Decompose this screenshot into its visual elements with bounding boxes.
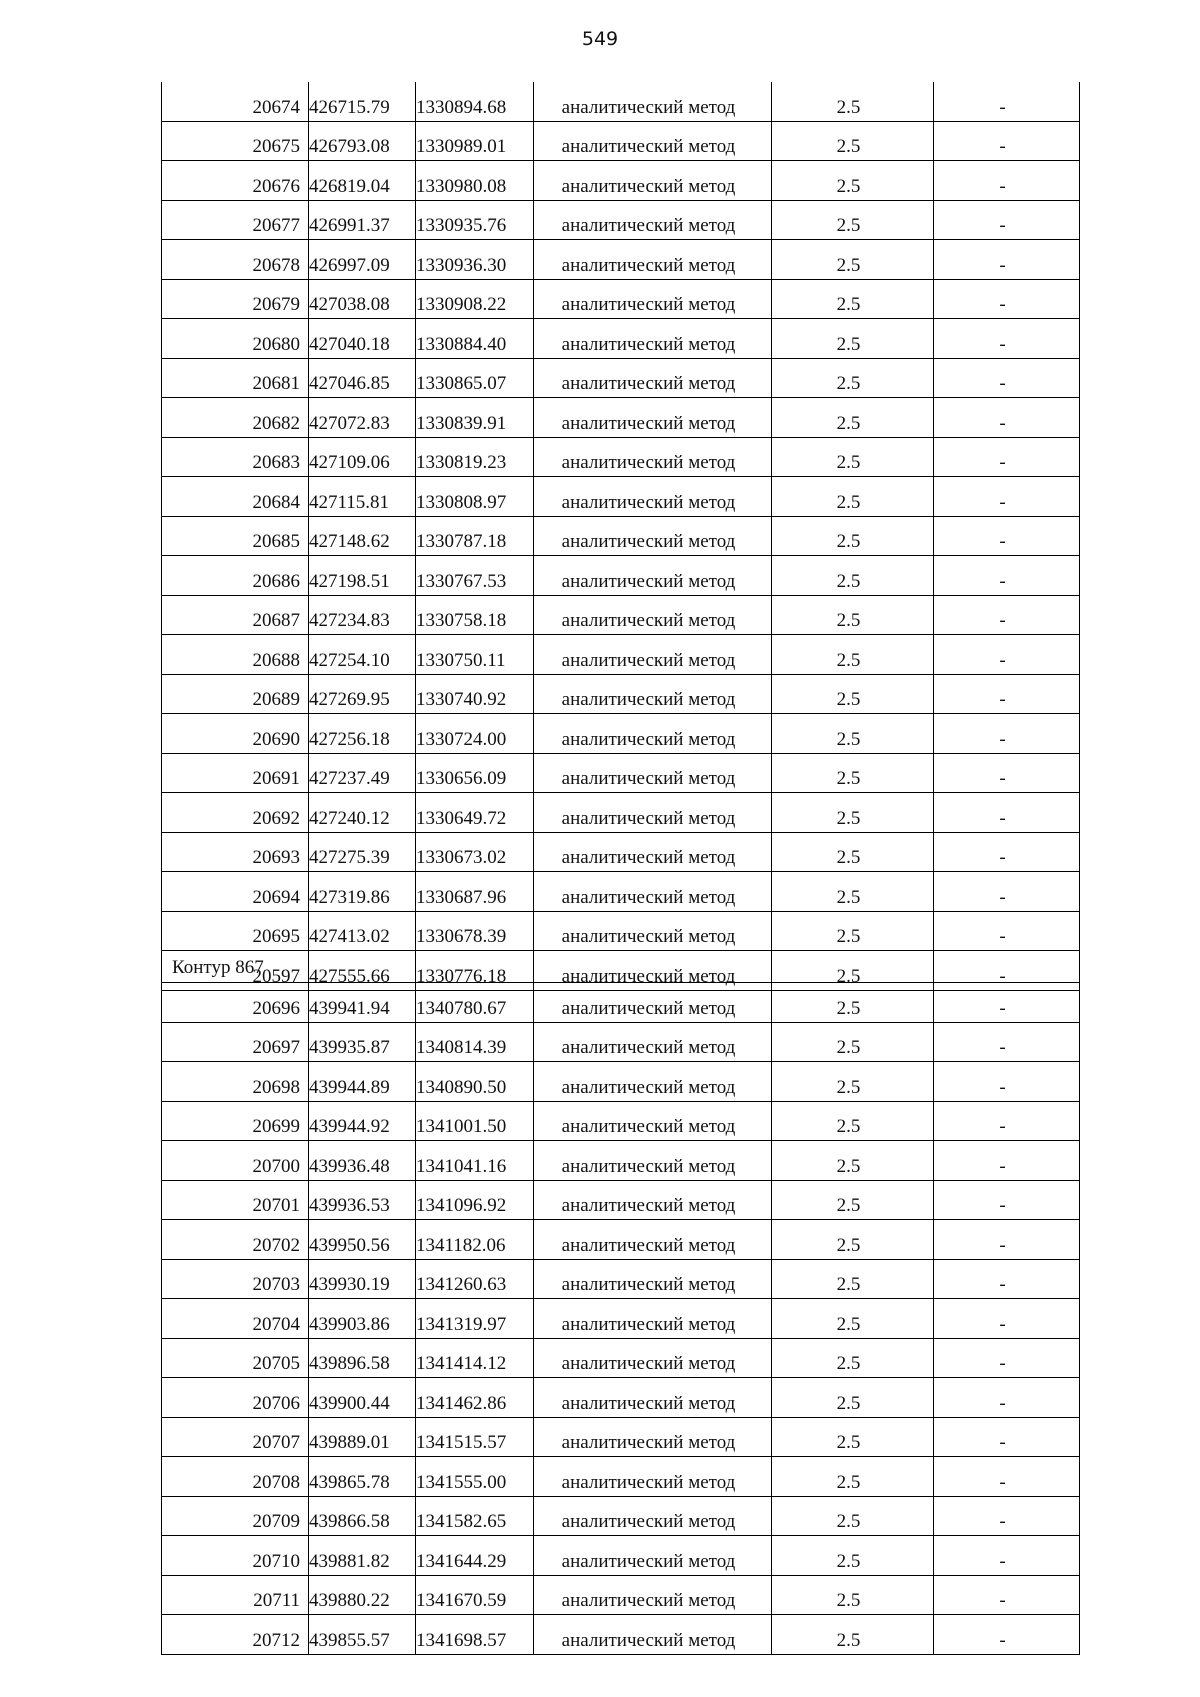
description-cell: - bbox=[934, 1141, 1080, 1181]
accuracy-cell: 2.5 bbox=[772, 161, 934, 201]
description-cell: - bbox=[934, 635, 1080, 675]
accuracy-cell: 2.5 bbox=[772, 951, 934, 991]
point-number-cell: 20705 bbox=[162, 1338, 309, 1378]
method-cell: аналитический метод bbox=[534, 1496, 772, 1536]
x-coordinate-cell: 427234.83 bbox=[309, 595, 416, 635]
description-cell: - bbox=[934, 358, 1080, 398]
x-coordinate-cell: 427555.66 bbox=[309, 951, 416, 991]
contour-label: Контур 867 bbox=[172, 957, 264, 978]
point-number-cell: 20693 bbox=[162, 832, 309, 872]
x-coordinate-cell: 427198.51 bbox=[309, 556, 416, 596]
table-row bbox=[162, 1536, 1080, 1576]
accuracy-cell: 2.5 bbox=[772, 82, 934, 121]
table-row bbox=[162, 1180, 1080, 1220]
accuracy-cell: 2.5 bbox=[772, 1536, 934, 1576]
point-number-cell: 20701 bbox=[162, 1180, 309, 1220]
table-row bbox=[162, 477, 1080, 517]
description-cell: - bbox=[934, 1417, 1080, 1457]
point-number-cell: 20678 bbox=[162, 240, 309, 280]
table-row bbox=[162, 1220, 1080, 1260]
accuracy-cell: 2.5 bbox=[772, 1062, 934, 1102]
y-coordinate-cell: 1330980.08 bbox=[416, 161, 534, 201]
x-coordinate-cell: 427237.49 bbox=[309, 753, 416, 793]
y-coordinate-cell: 1330884.40 bbox=[416, 319, 534, 359]
method-cell: аналитический метод bbox=[534, 1022, 772, 1062]
description-cell: - bbox=[934, 1378, 1080, 1418]
description-cell: - bbox=[934, 477, 1080, 517]
table-row bbox=[162, 983, 1080, 1023]
x-coordinate-cell: 439903.86 bbox=[309, 1299, 416, 1339]
method-cell: аналитический метод bbox=[534, 121, 772, 161]
point-number-cell: 20674 bbox=[162, 82, 309, 121]
accuracy-cell: 2.5 bbox=[772, 714, 934, 754]
accuracy-cell: 2.5 bbox=[772, 753, 934, 793]
table-row bbox=[162, 793, 1080, 833]
coordinates-table bbox=[161, 82, 1080, 991]
point-number-cell: 20676 bbox=[162, 161, 309, 201]
method-cell: аналитический метод bbox=[534, 240, 772, 280]
method-cell: аналитический метод bbox=[534, 358, 772, 398]
accuracy-cell: 2.5 bbox=[772, 1180, 934, 1220]
y-coordinate-cell: 1341041.16 bbox=[416, 1141, 534, 1181]
table-row bbox=[162, 1575, 1080, 1615]
method-cell: аналитический метод bbox=[534, 1536, 772, 1576]
method-cell: аналитический метод bbox=[534, 674, 772, 714]
accuracy-cell: 2.5 bbox=[772, 674, 934, 714]
accuracy-cell: 2.5 bbox=[772, 1101, 934, 1141]
description-cell: - bbox=[934, 951, 1080, 991]
description-cell: - bbox=[934, 1259, 1080, 1299]
point-number-cell: 20700 bbox=[162, 1141, 309, 1181]
description-cell: - bbox=[934, 595, 1080, 635]
point-number-cell: 20679 bbox=[162, 279, 309, 319]
point-number-cell: 20689 bbox=[162, 674, 309, 714]
accuracy-cell: 2.5 bbox=[772, 832, 934, 872]
x-coordinate-cell: 426991.37 bbox=[309, 200, 416, 240]
point-number-cell: 20711 bbox=[162, 1575, 309, 1615]
table-row bbox=[162, 1496, 1080, 1536]
point-number-cell: 20706 bbox=[162, 1378, 309, 1418]
point-number-cell: 20692 bbox=[162, 793, 309, 833]
x-coordinate-cell: 427038.08 bbox=[309, 279, 416, 319]
x-coordinate-cell: 439865.78 bbox=[309, 1457, 416, 1497]
y-coordinate-cell: 1341096.92 bbox=[416, 1180, 534, 1220]
method-cell: аналитический метод bbox=[534, 951, 772, 991]
y-coordinate-cell: 1330894.68 bbox=[416, 82, 534, 121]
accuracy-cell: 2.5 bbox=[772, 872, 934, 912]
method-cell: аналитический метод bbox=[534, 1575, 772, 1615]
method-cell: аналитический метод bbox=[534, 1457, 772, 1497]
method-cell: аналитический метод bbox=[534, 1378, 772, 1418]
accuracy-cell: 2.5 bbox=[772, 1417, 934, 1457]
accuracy-cell: 2.5 bbox=[772, 911, 934, 951]
y-coordinate-cell: 1330750.11 bbox=[416, 635, 534, 675]
description-cell: - bbox=[934, 1575, 1080, 1615]
point-number-cell: 20698 bbox=[162, 1062, 309, 1102]
y-coordinate-cell: 1330687.96 bbox=[416, 872, 534, 912]
x-coordinate-cell: 439936.53 bbox=[309, 1180, 416, 1220]
accuracy-cell: 2.5 bbox=[772, 1496, 934, 1536]
description-cell: - bbox=[934, 437, 1080, 477]
x-coordinate-cell: 439896.58 bbox=[309, 1338, 416, 1378]
y-coordinate-cell: 1330936.30 bbox=[416, 240, 534, 280]
y-coordinate-cell: 1330724.00 bbox=[416, 714, 534, 754]
table-row bbox=[162, 911, 1080, 951]
x-coordinate-cell: 439900.44 bbox=[309, 1378, 416, 1418]
x-coordinate-cell: 426819.04 bbox=[309, 161, 416, 201]
accuracy-cell: 2.5 bbox=[772, 595, 934, 635]
point-number-cell: 20699 bbox=[162, 1101, 309, 1141]
y-coordinate-cell: 1330740.92 bbox=[416, 674, 534, 714]
y-coordinate-cell: 1330908.22 bbox=[416, 279, 534, 319]
x-coordinate-cell: 427256.18 bbox=[309, 714, 416, 754]
description-cell: - bbox=[934, 1496, 1080, 1536]
method-cell: аналитический метод bbox=[534, 398, 772, 438]
y-coordinate-cell: 1330819.23 bbox=[416, 437, 534, 477]
point-number-cell: 20707 bbox=[162, 1417, 309, 1457]
accuracy-cell: 2.5 bbox=[772, 556, 934, 596]
point-number-cell: 20683 bbox=[162, 437, 309, 477]
table-row bbox=[162, 1457, 1080, 1497]
table-row bbox=[162, 832, 1080, 872]
description-cell: - bbox=[934, 793, 1080, 833]
y-coordinate-cell: 1330839.91 bbox=[416, 398, 534, 438]
x-coordinate-cell: 427269.95 bbox=[309, 674, 416, 714]
method-cell: аналитический метод bbox=[534, 911, 772, 951]
accuracy-cell: 2.5 bbox=[772, 358, 934, 398]
y-coordinate-cell: 1330989.01 bbox=[416, 121, 534, 161]
method-cell: аналитический метод bbox=[534, 200, 772, 240]
y-coordinate-cell: 1341582.65 bbox=[416, 1496, 534, 1536]
table-row bbox=[162, 1101, 1080, 1141]
table-row bbox=[162, 121, 1080, 161]
y-coordinate-cell: 1330758.18 bbox=[416, 595, 534, 635]
coordinates-table bbox=[161, 982, 1080, 1655]
table-row bbox=[162, 279, 1080, 319]
accuracy-cell: 2.5 bbox=[772, 1141, 934, 1181]
y-coordinate-cell: 1341260.63 bbox=[416, 1259, 534, 1299]
point-number-cell: 20708 bbox=[162, 1457, 309, 1497]
description-cell: - bbox=[934, 1220, 1080, 1260]
point-number-cell: 20688 bbox=[162, 635, 309, 675]
point-number-cell: 20696 bbox=[162, 983, 309, 1023]
description-cell: - bbox=[934, 674, 1080, 714]
x-coordinate-cell: 439880.22 bbox=[309, 1575, 416, 1615]
method-cell: аналитический метод bbox=[534, 1299, 772, 1339]
table-row bbox=[162, 161, 1080, 201]
y-coordinate-cell: 1341515.57 bbox=[416, 1417, 534, 1457]
accuracy-cell: 2.5 bbox=[772, 516, 934, 556]
description-cell: - bbox=[934, 1338, 1080, 1378]
x-coordinate-cell: 426715.79 bbox=[309, 82, 416, 121]
y-coordinate-cell: 1330656.09 bbox=[416, 753, 534, 793]
accuracy-cell: 2.5 bbox=[772, 240, 934, 280]
method-cell: аналитический метод bbox=[534, 714, 772, 754]
x-coordinate-cell: 439936.48 bbox=[309, 1141, 416, 1181]
point-number-cell: 20680 bbox=[162, 319, 309, 359]
y-coordinate-cell: 1330808.97 bbox=[416, 477, 534, 517]
y-coordinate-cell: 1340890.50 bbox=[416, 1062, 534, 1102]
y-coordinate-cell: 1330865.07 bbox=[416, 358, 534, 398]
method-cell: аналитический метод bbox=[534, 556, 772, 596]
description-cell: - bbox=[934, 1062, 1080, 1102]
method-cell: аналитический метод bbox=[534, 1180, 772, 1220]
method-cell: аналитический метод bbox=[534, 635, 772, 675]
table-row bbox=[162, 200, 1080, 240]
accuracy-cell: 2.5 bbox=[772, 477, 934, 517]
method-cell: аналитический метод bbox=[534, 161, 772, 201]
table-row bbox=[162, 753, 1080, 793]
point-number-cell: 20684 bbox=[162, 477, 309, 517]
method-cell: аналитический метод bbox=[534, 872, 772, 912]
y-coordinate-cell: 1330649.72 bbox=[416, 793, 534, 833]
point-number-cell: 20695 bbox=[162, 911, 309, 951]
y-coordinate-cell: 1341670.59 bbox=[416, 1575, 534, 1615]
point-number-cell: 20687 bbox=[162, 595, 309, 635]
method-cell: аналитический метод bbox=[534, 437, 772, 477]
point-number-cell: 20709 bbox=[162, 1496, 309, 1536]
point-number-cell: 20704 bbox=[162, 1299, 309, 1339]
x-coordinate-cell: 439944.92 bbox=[309, 1101, 416, 1141]
description-cell: - bbox=[934, 398, 1080, 438]
accuracy-cell: 2.5 bbox=[772, 121, 934, 161]
accuracy-cell: 2.5 bbox=[772, 1022, 934, 1062]
method-cell: аналитический метод bbox=[534, 1338, 772, 1378]
method-cell: аналитический метод bbox=[534, 1417, 772, 1457]
point-number-cell: 20682 bbox=[162, 398, 309, 438]
accuracy-cell: 2.5 bbox=[772, 1615, 934, 1655]
y-coordinate-cell: 1341462.86 bbox=[416, 1378, 534, 1418]
method-cell: аналитический метод bbox=[534, 753, 772, 793]
point-number-cell: 20697 bbox=[162, 1022, 309, 1062]
table-row bbox=[162, 437, 1080, 477]
description-cell: - bbox=[934, 753, 1080, 793]
point-number-cell: 20691 bbox=[162, 753, 309, 793]
method-cell: аналитический метод bbox=[534, 82, 772, 121]
x-coordinate-cell: 427275.39 bbox=[309, 832, 416, 872]
x-coordinate-cell: 426793.08 bbox=[309, 121, 416, 161]
y-coordinate-cell: 1330787.18 bbox=[416, 516, 534, 556]
description-cell: - bbox=[934, 1022, 1080, 1062]
y-coordinate-cell: 1341698.57 bbox=[416, 1615, 534, 1655]
table-row bbox=[162, 1615, 1080, 1655]
y-coordinate-cell: 1340814.39 bbox=[416, 1022, 534, 1062]
point-number-cell: 20702 bbox=[162, 1220, 309, 1260]
table-row bbox=[162, 1417, 1080, 1457]
method-cell: аналитический метод bbox=[534, 516, 772, 556]
table-row bbox=[162, 358, 1080, 398]
y-coordinate-cell: 1330776.18 bbox=[416, 951, 534, 991]
method-cell: аналитический метод bbox=[534, 279, 772, 319]
x-coordinate-cell: 427072.83 bbox=[309, 398, 416, 438]
table-row bbox=[162, 674, 1080, 714]
x-coordinate-cell: 427148.62 bbox=[309, 516, 416, 556]
method-cell: аналитический метод bbox=[534, 1062, 772, 1102]
method-cell: аналитический метод bbox=[534, 1220, 772, 1260]
y-coordinate-cell: 1330673.02 bbox=[416, 832, 534, 872]
description-cell: - bbox=[934, 161, 1080, 201]
y-coordinate-cell: 1341555.00 bbox=[416, 1457, 534, 1497]
x-coordinate-cell: 439950.56 bbox=[309, 1220, 416, 1260]
x-coordinate-cell: 427046.85 bbox=[309, 358, 416, 398]
accuracy-cell: 2.5 bbox=[772, 1299, 934, 1339]
y-coordinate-cell: 1341644.29 bbox=[416, 1536, 534, 1576]
table-row bbox=[162, 595, 1080, 635]
x-coordinate-cell: 427109.06 bbox=[309, 437, 416, 477]
description-cell: - bbox=[934, 1101, 1080, 1141]
table-row bbox=[162, 1022, 1080, 1062]
point-number-cell: 20677 bbox=[162, 200, 309, 240]
table-row bbox=[162, 82, 1080, 121]
accuracy-cell: 2.5 bbox=[772, 279, 934, 319]
method-cell: аналитический метод bbox=[534, 983, 772, 1023]
accuracy-cell: 2.5 bbox=[772, 1220, 934, 1260]
description-cell: - bbox=[934, 872, 1080, 912]
table-row bbox=[162, 398, 1080, 438]
y-coordinate-cell: 1341001.50 bbox=[416, 1101, 534, 1141]
table-row bbox=[162, 319, 1080, 359]
accuracy-cell: 2.5 bbox=[772, 1259, 934, 1299]
description-cell: - bbox=[934, 1299, 1080, 1339]
x-coordinate-cell: 427115.81 bbox=[309, 477, 416, 517]
description-cell: - bbox=[934, 200, 1080, 240]
method-cell: аналитический метод bbox=[534, 595, 772, 635]
description-cell: - bbox=[934, 121, 1080, 161]
point-number-cell: 20703 bbox=[162, 1259, 309, 1299]
description-cell: - bbox=[934, 832, 1080, 872]
description-cell: - bbox=[934, 911, 1080, 951]
x-coordinate-cell: 427413.02 bbox=[309, 911, 416, 951]
x-coordinate-cell: 439889.01 bbox=[309, 1417, 416, 1457]
x-coordinate-cell: 439941.94 bbox=[309, 983, 416, 1023]
method-cell: аналитический метод bbox=[534, 319, 772, 359]
table-row bbox=[162, 1378, 1080, 1418]
y-coordinate-cell: 1341319.97 bbox=[416, 1299, 534, 1339]
description-cell: - bbox=[934, 1615, 1080, 1655]
point-number-cell: 20685 bbox=[162, 516, 309, 556]
table-row bbox=[162, 1141, 1080, 1181]
description-cell: - bbox=[934, 556, 1080, 596]
table-row bbox=[162, 1259, 1080, 1299]
description-cell: - bbox=[934, 516, 1080, 556]
table-row bbox=[162, 872, 1080, 912]
method-cell: аналитический метод bbox=[534, 832, 772, 872]
description-cell: - bbox=[934, 714, 1080, 754]
description-cell: - bbox=[934, 1536, 1080, 1576]
method-cell: аналитический метод bbox=[534, 793, 772, 833]
accuracy-cell: 2.5 bbox=[772, 1338, 934, 1378]
table-row bbox=[162, 1062, 1080, 1102]
point-number-cell: 20686 bbox=[162, 556, 309, 596]
accuracy-cell: 2.5 bbox=[772, 793, 934, 833]
point-number-cell: 20681 bbox=[162, 358, 309, 398]
accuracy-cell: 2.5 bbox=[772, 1378, 934, 1418]
point-number-cell: 20690 bbox=[162, 714, 309, 754]
accuracy-cell: 2.5 bbox=[772, 983, 934, 1023]
x-coordinate-cell: 427254.10 bbox=[309, 635, 416, 675]
x-coordinate-cell: 439866.58 bbox=[309, 1496, 416, 1536]
x-coordinate-cell: 439855.57 bbox=[309, 1615, 416, 1655]
x-coordinate-cell: 439944.89 bbox=[309, 1062, 416, 1102]
method-cell: аналитический метод bbox=[534, 1615, 772, 1655]
x-coordinate-cell: 439935.87 bbox=[309, 1022, 416, 1062]
method-cell: аналитический метод bbox=[534, 1141, 772, 1181]
point-number-cell: 20694 bbox=[162, 872, 309, 912]
description-cell: - bbox=[934, 82, 1080, 121]
method-cell: аналитический метод bbox=[534, 1259, 772, 1299]
method-cell: аналитический метод bbox=[534, 1101, 772, 1141]
y-coordinate-cell: 1341414.12 bbox=[416, 1338, 534, 1378]
table-row bbox=[162, 1299, 1080, 1339]
table-row bbox=[162, 240, 1080, 280]
point-number-cell: 20710 bbox=[162, 1536, 309, 1576]
point-number-cell: 20712 bbox=[162, 1615, 309, 1655]
table-row bbox=[162, 516, 1080, 556]
y-coordinate-cell: 1330767.53 bbox=[416, 556, 534, 596]
description-cell: - bbox=[934, 1180, 1080, 1220]
y-coordinate-cell: 1330678.39 bbox=[416, 911, 534, 951]
y-coordinate-cell: 1330935.76 bbox=[416, 200, 534, 240]
accuracy-cell: 2.5 bbox=[772, 1575, 934, 1615]
x-coordinate-cell: 439881.82 bbox=[309, 1536, 416, 1576]
description-cell: - bbox=[934, 983, 1080, 1023]
description-cell: - bbox=[934, 240, 1080, 280]
x-coordinate-cell: 427040.18 bbox=[309, 319, 416, 359]
x-coordinate-cell: 439930.19 bbox=[309, 1259, 416, 1299]
accuracy-cell: 2.5 bbox=[772, 200, 934, 240]
accuracy-cell: 2.5 bbox=[772, 1457, 934, 1497]
y-coordinate-cell: 1341182.06 bbox=[416, 1220, 534, 1260]
table-row bbox=[162, 556, 1080, 596]
table-row bbox=[162, 714, 1080, 754]
x-coordinate-cell: 427319.86 bbox=[309, 872, 416, 912]
method-cell: аналитический метод bbox=[534, 477, 772, 517]
description-cell: - bbox=[934, 279, 1080, 319]
table-row bbox=[162, 635, 1080, 675]
x-coordinate-cell: 427240.12 bbox=[309, 793, 416, 833]
y-coordinate-cell: 1340780.67 bbox=[416, 983, 534, 1023]
point-number-cell: 20675 bbox=[162, 121, 309, 161]
accuracy-cell: 2.5 bbox=[772, 398, 934, 438]
description-cell: - bbox=[934, 1457, 1080, 1497]
accuracy-cell: 2.5 bbox=[772, 437, 934, 477]
x-coordinate-cell: 426997.09 bbox=[309, 240, 416, 280]
accuracy-cell: 2.5 bbox=[772, 319, 934, 359]
accuracy-cell: 2.5 bbox=[772, 635, 934, 675]
page-number: 549 bbox=[581, 28, 619, 50]
table-row bbox=[162, 1338, 1080, 1378]
description-cell: - bbox=[934, 319, 1080, 359]
point-number-cell: 20597 bbox=[162, 951, 309, 991]
